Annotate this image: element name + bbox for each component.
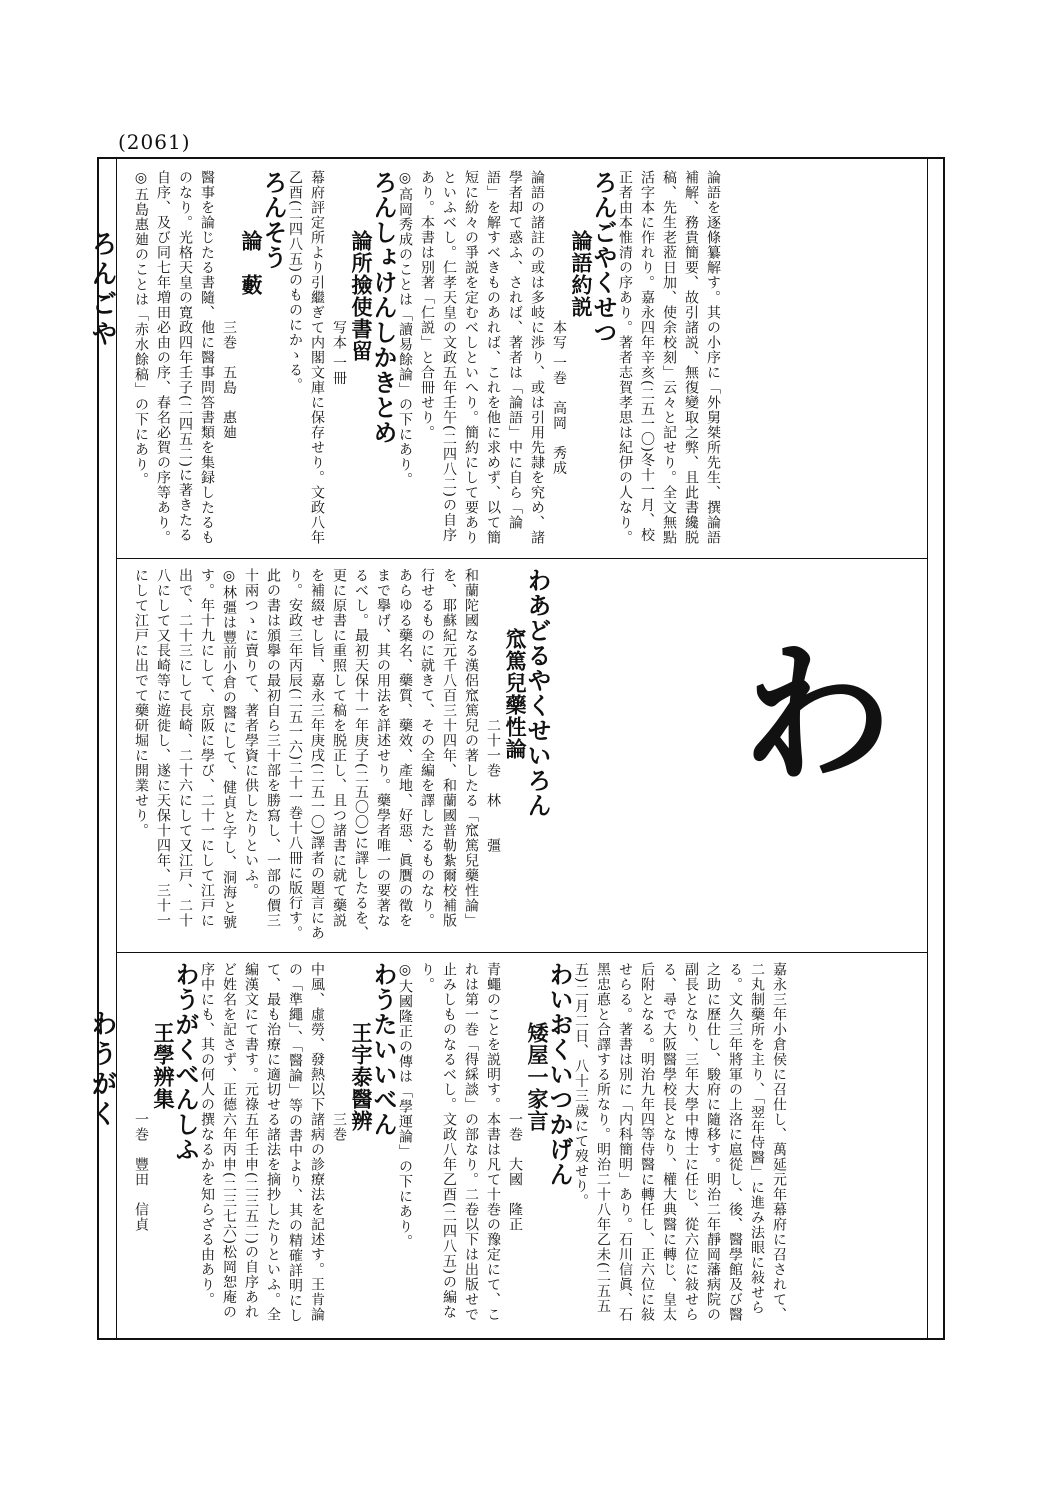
entry-note: ◎林彊は豐前小倉の醫にして、健貞と字し、洞海と號す。年十九にして、京阪に學び、二十一にして江戸に出で、二十三にして長崎、二十六にして又江戸、二十八にして又長崎等に遊徙し、遂に天保十四年、三十一にして江戸に出でて藥研堀に開業せり。 — [133, 568, 237, 930]
entry-kana-heading: わうがくべんしふ — [171, 962, 200, 1162]
panel-middle — [130, 568, 730, 942]
divider-middle-bottom — [116, 952, 928, 953]
frame-inner-right-line — [927, 157, 928, 1340]
entry-body: 嘉永三年小倉侯に召仕し、萬延元年幕府に召されて、二丸制藥所を主り、「翌年侍醫」に進み法眼に敍せらる。文久三年將軍の上洛に扈從し、後、醫學館及び醫之助に歷仕し、駿府に隨移す。明治二年靜岡藩病院の副長となり、三年大學中博士に任じ、從六位に敍せらる、尋で大阪醫學校長となり、權大典醫に轉じ、皇太后附となる。明治九年四等侍醫に轉任し、正六位に敍せらる。著書は別に「内科簡明」あり。石川信眞、石黑忠悳と合譯する所なり。明治二十八年乙未(二五五五)二月二日、八十三歲にて歿せり。 — [573, 962, 787, 1322]
entry-body: 論語を逐條纂解す。其の小序に「外舅桀所先生、撰論語補解、務貴簡要、故引諸説、無復變取之弊、且此書纔脱稿、先生老蒞日加、使余校刻」云々と記せり。全文無點活字本に作れり。嘉永四年辛亥(二五一〇)冬十一月、校正者由本惟清の序あり。著者志賀孝思は紀伊の人なり。 — [617, 170, 721, 545]
entry-kana-heading: わいおくいつかげん — [545, 962, 574, 1187]
section-kana-wa — [742, 627, 893, 840]
big-kana-glyph: わ — [742, 627, 893, 803]
frame-top-line — [97, 157, 945, 159]
entry-title: 論 藪 — [239, 230, 264, 296]
frame-bottom-line — [97, 1338, 945, 1340]
running-head-right: ろんごや — [87, 230, 117, 350]
entry-meta: 三巻 五島 惠廸 — [221, 320, 237, 440]
entry-note: ◎五島惠廸のことは「赤水餘稿」の下にあり。 — [133, 170, 149, 487]
entry-meta: 一巻 豐田 信貞 — [133, 1112, 149, 1232]
panel-bottom-text — [130, 962, 790, 1330]
entry-title: 矮屋一家言 — [525, 1022, 550, 1132]
panel-top — [130, 170, 920, 548]
entry-kana-heading: ろんそう — [259, 170, 288, 270]
page-number: (2061) — [118, 130, 191, 154]
entry-meta: 写本 一冊 — [331, 320, 347, 386]
panel-middle-text — [130, 568, 552, 942]
entry-body: 幕府評定所より引繼ぎて内閣文庫に保存せり。文政八年乙酉(二四八五)のものにかゝる。 — [287, 170, 325, 545]
entry-kana-heading: ろんごやくせつ — [589, 170, 618, 345]
entry-meta: 一巻 大國 隆正 — [507, 1112, 523, 1232]
entry-body: 青蠅のことを説明す。本書は凡て十巻の豫定にて、これは第一巻「得綵談」の部なり。二卷以下は出版せで止みしものなるべし。文政八年乙酉(二四八五)の編なり。 — [419, 962, 501, 1322]
entry-title: 論語約説 — [569, 230, 594, 318]
entry-meta: 三巻 — [331, 1112, 347, 1142]
entry-title: 王宇泰醫辨 — [349, 1022, 374, 1132]
entry-kana-heading: わあどるやくせいろん — [523, 568, 552, 818]
panel-top-text — [130, 170, 724, 548]
entry-body: 論語の諸註の或は多岐に渉り、或は引用先隷を究め、諸學者却て惑ふ、されば、著者は「論語」中に自ら「論語」を解すべきものあれば、これを他に求めず、以て簡短に紛々の爭説を定むべしといへり。簡約にして要ありといふべし。仁孝天皇の文政五年壬午(二四八二)の自序あり。本書は別著「仁説」と合冊せり。 — [419, 170, 545, 545]
entry-note: ◎大國隆正の傳は「學運論」の下にあり。 — [397, 962, 413, 1249]
entry-meta: 二十一巻 林 彊 — [485, 718, 501, 853]
entry-title: 窊篤兒藥性論 — [503, 628, 528, 760]
entry-body: 醫事を論じたる書隨、他に醫事問答書類を集録したるものなり。光格天皇の寛政四年壬子(二四五二)に著きたる自序、及び同七年増田必由の序、春名必賀の序等あり。 — [155, 170, 215, 545]
running-head-left: わうがく — [87, 1010, 117, 1130]
entry-kana-heading: ろんしょけんしかきとめ — [369, 170, 398, 445]
entry-body: 和蘭陀國なる漢侶窊篤兒の著したる「窊篤兒藥性論」を、耶蘇紀元千八百三十四年、和蘭國普勒紮爾校補版行せるものに就きて、その全編を譯したるものなり。あらゆる藥名、藥質、藥效、產地、好惡、眞贋の徵をまで擧げ、其の用法を詳述せり。藥學者唯一の要著なるべし。最初天保十一年庚子(二五〇〇)に譯したるを、更に原書に重照して稿を脱正し、且つ諸書に就て藥説を補綴せし旨、嘉永三年庚戌(二五一〇)譯者の題言にあり。安政三年丙辰(二五一六)二十一巻十八冊に版行す。此の書は頒擧の最初自ら三十部を勝寫し、一部の價三十兩つゝに賣りて、著者學資に供したりといふ。 — [243, 568, 479, 941]
frame-right-line — [943, 157, 945, 1340]
entry-note: ◎高岡秀成のことは「讀易餘論」の下にあり。 — [397, 170, 413, 487]
divider-top-middle — [116, 558, 928, 559]
entry-meta: 本写 一巻 高岡 秀成 — [551, 320, 567, 476]
panel-bottom — [130, 962, 920, 1330]
entry-kana-heading: わうたいいべん — [369, 962, 398, 1137]
entry-title: 王學辨集 — [151, 1022, 176, 1110]
entry-body: 中風、虛勞、發熱以下諸病の診療法を記述す。王肯論の「準繩」、「醫論」等の書中より、其の精確詳明にして、最も治療に適切せる諸法を摘抄したりといふ。全編漢文にて書す。元祿五年壬申(二三五二)の自序あれど姓名を記さず、正德六年丙申(二三七六)松岡恕庵の序中にも、其の何人の撰なるかを知らざる由あり。 — [199, 962, 325, 1323]
entry-title: 論所撿使書留 — [349, 230, 374, 362]
